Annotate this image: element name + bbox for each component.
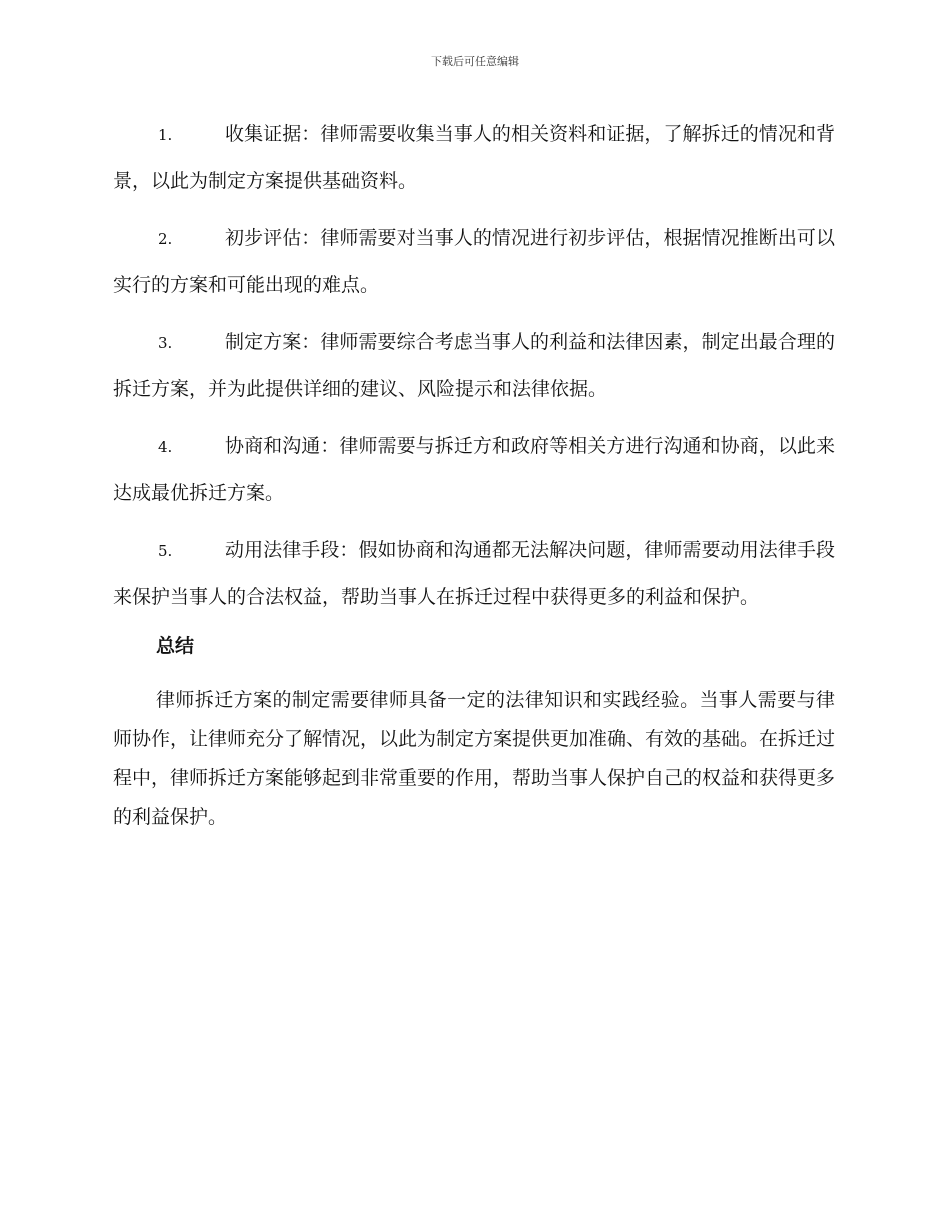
list-item-number: 3. <box>158 334 173 352</box>
list-item-text: 收集证据：律师需要收集当事人的相关资料和证据，了解拆迁的情况和背景，以此为制定方案提供基础资料。 <box>113 123 835 192</box>
list-item <box>113 423 835 516</box>
list-item-text: 初步评估：律师需要对当事人的情况进行初步评估，根据情况推断出可以实行的方案和可能出现的难点。 <box>113 227 835 296</box>
summary-paragraph: 律师拆迁方案的制定需要律师具备一定的法律知识和实践经验。当事人需要与律师协作，让律师充分了解情况，以此为制定方案提供更加准确、有效的基础。在拆迁过程中，律师拆迁方案能够起到非常重要的作用，帮助当事人保护自己的权益和获得更多的利益保护。 <box>113 689 836 828</box>
list-item-number: 1. <box>158 126 173 144</box>
list-item-number: 4. <box>158 438 173 456</box>
list-item <box>113 111 835 204</box>
list-item <box>113 319 835 412</box>
list-item-text: 协商和沟通：律师需要与拆迁方和政府等相关方进行沟通和协商，以此来达成最优拆迁方案。 <box>113 435 835 504</box>
list-item-text: 动用法律手段：假如协商和沟通都无法解决问题，律师需要动用法律手段来保护当事人的合法权益，帮助当事人在拆迁过程中获得更多的利益和保护。 <box>113 539 835 608</box>
list-item <box>113 215 835 308</box>
list-item-number: 5. <box>158 542 173 560</box>
list-item <box>113 527 835 620</box>
summary-heading: 总结 <box>156 635 195 657</box>
document-body <box>113 111 835 837</box>
list-item-number: 2. <box>158 230 173 248</box>
page-header-note: 下载后可任意编辑 <box>431 55 519 68</box>
list-item-text: 制定方案：律师需要综合考虑当事人的利益和法律因素，制定出最合理的拆迁方案，并为此提供详细的建议、风险提示和法律依据。 <box>113 331 835 400</box>
